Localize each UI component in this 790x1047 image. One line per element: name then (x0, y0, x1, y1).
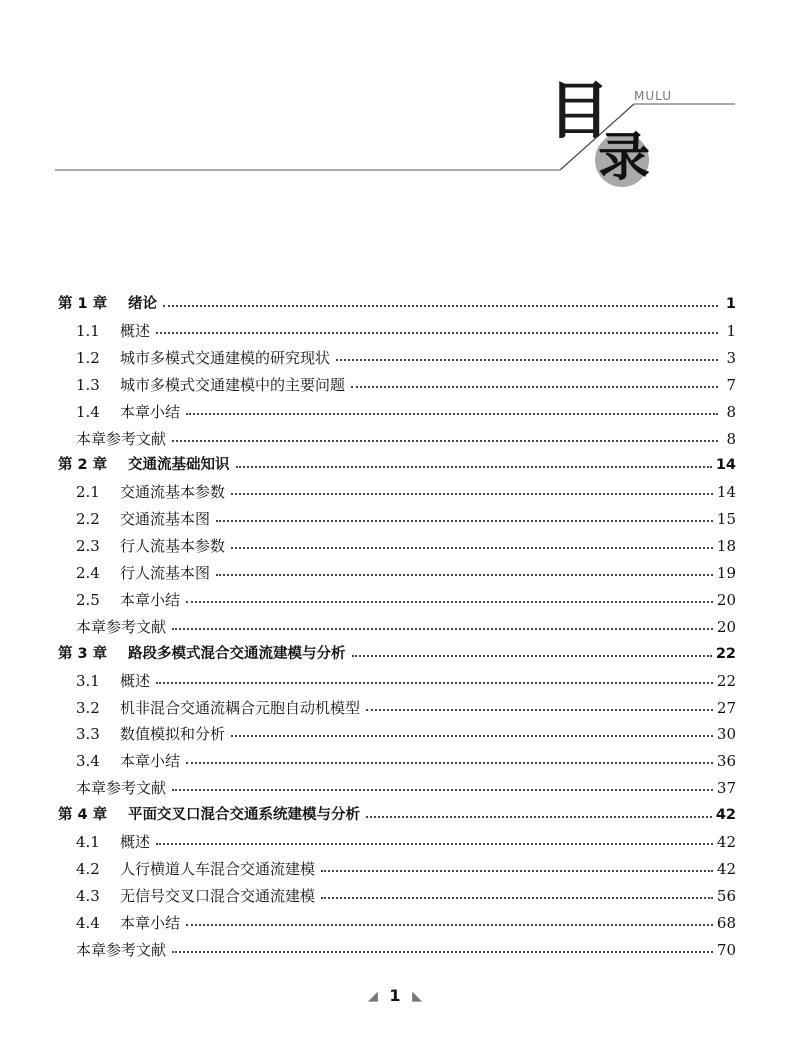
toc-entry-section[interactable] (76, 883, 736, 909)
toc-entry-title: 本章参考文献 (76, 617, 167, 636)
toc-entry-page: 3 (726, 348, 736, 367)
title-char-mu: 目 (548, 74, 611, 147)
toc-entry-section[interactable] (76, 318, 736, 344)
toc-entry-number: 第 4 章 (58, 807, 108, 824)
header-decoration (0, 0, 790, 240)
toc-entry-section[interactable] (76, 856, 736, 882)
dot-leader (156, 843, 713, 845)
toc-entry-number: 4.3 (76, 886, 100, 905)
dot-leader (351, 386, 718, 388)
toc-entry-refs[interactable] (76, 937, 736, 963)
toc-entry-section[interactable] (76, 587, 736, 613)
toc-entry-section[interactable] (76, 748, 736, 774)
toc-entry-page: 42 (716, 833, 736, 851)
dot-leader (186, 762, 713, 764)
dot-leader (172, 440, 718, 442)
toc-header (0, 0, 790, 240)
toc-entry-number: 4.1 (76, 833, 100, 851)
toc-entry-title: 交通流基础知识 (128, 457, 230, 474)
dot-leader (156, 682, 713, 684)
toc-entry-page: 1 (726, 321, 736, 340)
dot-leader (336, 359, 718, 361)
toc-entry-chapter[interactable] (58, 291, 736, 317)
toc-entry-number: 2.3 (76, 537, 100, 556)
left-marker-icon: ◢ (367, 989, 378, 1004)
dot-leader (231, 735, 713, 737)
dot-leader (172, 789, 713, 791)
toc-entry-page: 22 (716, 671, 736, 690)
toc-entry-title: 交通流基本参数 (120, 483, 226, 502)
toc-entry-refs[interactable] (76, 426, 736, 452)
dot-leader (172, 628, 713, 630)
dot-leader (231, 493, 713, 495)
dot-leader (216, 520, 713, 522)
toc-entry-number: 第 1 章 (58, 296, 108, 312)
toc-entry-page: 37 (716, 779, 736, 798)
toc-entry-number: 2.4 (76, 564, 100, 582)
toc-entry-page: 56 (716, 886, 736, 905)
dot-leader (172, 951, 713, 953)
dot-leader (236, 466, 712, 468)
dot-leader (186, 601, 713, 603)
dot-leader (216, 574, 713, 576)
toc-entry-page: 8 (726, 429, 736, 448)
toc-entry-section[interactable] (76, 506, 736, 532)
toc-entry-number: 2.2 (76, 510, 100, 529)
toc-entry-chapter[interactable] (58, 802, 736, 828)
toc-entry-number: 1.2 (76, 348, 100, 367)
toc-entry-number: 1.1 (76, 321, 100, 340)
toc-entry-section[interactable] (76, 479, 736, 505)
right-marker-icon: ◣ (412, 989, 423, 1004)
toc-entry-page: 19 (716, 564, 736, 582)
toc-entry-page: 1 (725, 296, 736, 312)
toc-entry-section[interactable] (76, 345, 736, 371)
toc-entry-number: 1.4 (76, 402, 100, 421)
toc-entry-page: 36 (716, 752, 736, 771)
toc-entry-title: 本章小结 (120, 402, 181, 421)
toc-entry-page: 14 (715, 457, 736, 474)
toc-entry-title: 平面交叉口混合交通系统建模与分析 (128, 807, 360, 824)
toc-entry-page: 42 (715, 807, 736, 824)
toc-entry-page: 15 (716, 510, 736, 529)
toc-entry-number: 3.2 (76, 698, 100, 717)
dot-leader (163, 305, 718, 307)
page-footer (0, 986, 790, 1005)
title-pinyin: MULU (634, 89, 673, 103)
toc-entry-section[interactable] (76, 560, 736, 586)
toc-entry-number: 2.5 (76, 590, 100, 609)
toc-entry-number: 4.2 (76, 859, 100, 878)
toc-entry-number: 3.3 (76, 725, 100, 744)
toc-entry-title: 本章小结 (120, 590, 181, 609)
toc-entry-section[interactable] (76, 721, 736, 747)
toc-entry-title: 本章小结 (120, 752, 181, 771)
toc-entry-title: 本章小结 (120, 913, 181, 932)
toc-entry-title: 交通流基本图 (120, 510, 211, 529)
toc-entry-number: 3.4 (76, 752, 100, 771)
toc-entry-page: 20 (716, 590, 736, 609)
dot-leader (156, 332, 718, 334)
toc-entry-title: 城市多模式交通建模的研究现状 (120, 348, 331, 367)
toc-entry-title: 人行横道人车混合交通流建模 (120, 859, 316, 878)
toc-entry-page: 18 (716, 537, 736, 556)
toc-entry-chapter[interactable] (58, 452, 736, 478)
toc-entry-title: 路段多模式混合交通流建模与分析 (128, 645, 346, 662)
toc-entry-page: 20 (716, 617, 736, 636)
toc-entry-page: 14 (716, 483, 736, 502)
dot-leader (231, 547, 713, 549)
toc-entry-refs[interactable] (76, 614, 736, 640)
toc-entry-number: 2.1 (76, 483, 100, 502)
toc-entry-page: 8 (726, 402, 736, 421)
toc-entry-page: 7 (726, 375, 736, 394)
toc-entry-title: 数值模拟和分析 (120, 725, 226, 744)
toc-entry-title: 行人流基本参数 (120, 537, 226, 556)
toc-entry-number: 第 2 章 (58, 457, 108, 474)
toc-entry-page: 68 (716, 913, 736, 932)
dot-leader (352, 655, 712, 657)
toc-entry-title: 概述 (120, 321, 151, 340)
dot-leader (186, 924, 713, 926)
toc-entry-title: 绪论 (128, 296, 157, 312)
toc-entry-number: 第 3 章 (58, 645, 108, 662)
toc-entry-page: 42 (716, 859, 736, 878)
toc-entry-title: 无信号交叉口混合交通流建模 (120, 886, 316, 905)
toc-entry-section[interactable] (76, 372, 736, 398)
toc-entry-page: 27 (716, 698, 736, 717)
toc-entry-section[interactable] (76, 695, 736, 721)
toc-entry-title: 概述 (120, 833, 151, 851)
toc-entry-number: 3.1 (76, 671, 100, 690)
title-char-lu: 录 (598, 128, 651, 188)
toc-entry-title: 概述 (120, 671, 151, 690)
toc-entry-number: 1.3 (76, 375, 100, 394)
page-number: 1 (389, 986, 401, 1005)
toc-entry-title: 机非混合交通流耦合元胞自动机模型 (120, 698, 361, 717)
toc-entry-title: 本章参考文献 (76, 940, 167, 959)
toc-entry-title: 本章参考文献 (76, 429, 167, 448)
toc-entry-chapter[interactable] (58, 641, 736, 667)
dot-leader (186, 413, 718, 415)
dot-leader (366, 709, 713, 711)
toc-entry-section[interactable] (76, 399, 736, 425)
toc-entry-section[interactable] (76, 910, 736, 936)
toc-entry-number: 4.4 (76, 913, 100, 932)
dot-leader (321, 897, 713, 899)
toc-entry-section[interactable] (76, 668, 736, 694)
dot-leader (366, 816, 712, 818)
toc-entry-title: 城市多模式交通建模中的主要问题 (120, 375, 346, 394)
toc-entry-page: 70 (716, 940, 736, 959)
toc-entry-page: 30 (716, 725, 736, 744)
toc-entry-page: 22 (715, 645, 736, 662)
toc-entry-title: 本章参考文献 (76, 779, 167, 798)
toc-entry-section[interactable] (76, 533, 736, 559)
toc-entry-refs[interactable] (76, 775, 736, 801)
toc-entry-section[interactable] (76, 829, 736, 855)
toc-entry-title: 行人流基本图 (120, 564, 211, 582)
dot-leader (321, 870, 713, 872)
